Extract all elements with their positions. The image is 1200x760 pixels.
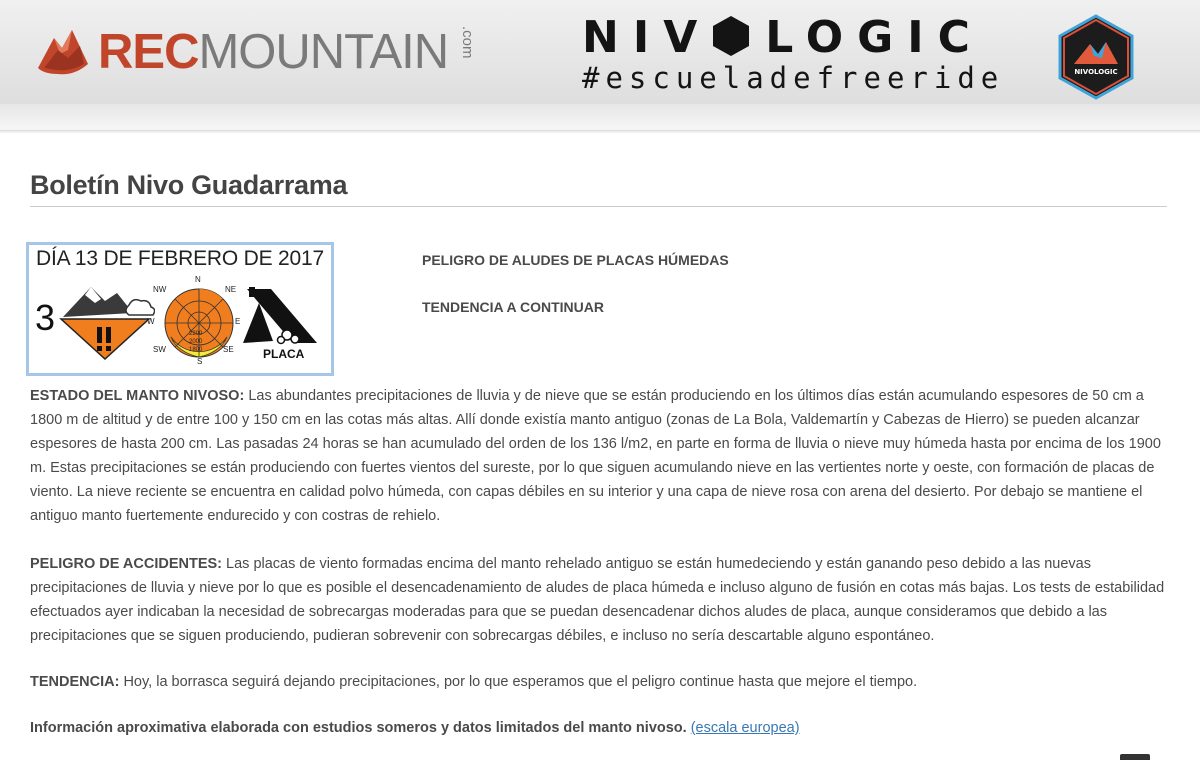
info-text: Información aproximativa elaborada con estudios someros y datos limitados del manto nivoso. [30, 720, 687, 736]
compass-nw: NW [153, 285, 167, 294]
compass-w: W [147, 317, 155, 326]
european-scale-link[interactable]: (escala europea) [690, 720, 800, 736]
mountain-logo-icon [34, 24, 92, 80]
accident-danger-text: Las placas de viento formadas encima del manto rehelado antiguo se están humedeciendo y están ganando peso debido a las nuevas precipitaciones de lluvia y nieve por lo que es posible el desencadenamiento de aludes de placa húmeda e incluso alguno de fusión en cotas más bajas. Los tests de estabilidad efectuados ayer indicaban la necesidad de sobrecargas moderadas para que se puedan desencadenar dichos aludes de placa, aunque consideramos que debido a las precipitaciones que se siguen produciendo, pudieran sobrevenir con sobrecargas débiles, e incluso no sería descartable alguno espontáneo. [30, 556, 1165, 644]
recmountain-com-suffix: .com [459, 26, 476, 59]
elevation-band-2000: 2000 [189, 339, 203, 345]
bulletin-image[interactable] [26, 242, 334, 376]
nivologic-title: NIV LOGIC [582, 12, 984, 63]
compass-s: S [197, 357, 203, 366]
elevation-band-1800: 1800 [189, 347, 203, 353]
recmountain-logo[interactable] [34, 22, 448, 82]
compass-n: N [195, 275, 201, 284]
title-divider [30, 206, 1167, 207]
nivologic-subtitle: #escueladefreeride [582, 61, 1005, 95]
trend-text: Hoy, la borrasca seguirá dejando precipitaciones, por lo que esperamos que el peligro continue hasta que mejore el tiempo. [119, 674, 918, 690]
nivologic-badge-icon[interactable] [1056, 14, 1136, 100]
snowpack-paragraph [30, 384, 1170, 528]
danger-level-number: 3 [35, 297, 56, 338]
page-title: Boletín Nivo Guadarrama [30, 170, 348, 200]
snowpack-label: ESTADO DEL MANTO NIVOSO: [30, 388, 245, 404]
corner-tab[interactable] [1120, 754, 1150, 760]
compass-ne: NE [225, 285, 237, 294]
header-divider [0, 131, 1200, 133]
avalanche-problem-label: PLACA [263, 347, 305, 361]
accident-danger-paragraph [30, 552, 1170, 648]
trend-heading: TENDENCIA A CONTINUAR [422, 299, 604, 315]
badge-label: NIVOLOGIC [1074, 68, 1118, 76]
elevation-band-2200: 2200 [189, 331, 203, 337]
danger-level-icon [55, 279, 155, 361]
compass-se: SE [223, 345, 234, 354]
snowpack-text: Las abundantes precipitaciones de lluvia y de nieve que se están produciendo en los últimos días están acumulando espesores de 50 cm a 1800 m de altitud y de entre 100 y 150 cm en las cotas más altas. Allí donde existía manto antiguo (zonas de La Bola, Valdemartín y Cabezas de Hierro) se pueden alcanzar espesores de hasta 200 cm. Las pasadas 24 horas se han acumulado del orden de los 136 l/m2, en parte en forma de lluvia o nieve muy húmeda hasta por encima de los 1900 m. Estas precipitaciones se están produciendo con fuertes vientos del sureste, por lo que siguen acumulando nieve en las vertientes norte y oeste, con formación de placas de viento. La nieve reciente se encuentra en calidad polvo húmeda, con capas débiles en su interior y una capa de nieve rosa con arena del desierto. Por debajo se mantiene el antiguo manto fuertemente endurecido y con costras de rehielo. [30, 388, 1161, 524]
compass-e: E [235, 317, 241, 326]
site-header [0, 0, 1200, 105]
bulletin-date: DÍA 13 DE FEBRERO DE 2017 [36, 247, 324, 270]
compass-sw: SW [153, 345, 166, 354]
info-paragraph [30, 716, 1170, 740]
header-band [0, 104, 1200, 131]
trend-paragraph [30, 670, 1170, 694]
recmountain-wordmark: RECMOUNTAIN [98, 24, 449, 79]
trend-label: TENDENCIA: [30, 674, 120, 690]
hexagon-icon [711, 14, 751, 58]
accident-danger-label: PELIGRO DE ACCIDENTES: [30, 556, 223, 572]
danger-type-heading: PELIGRO DE ALUDES DE PLACAS HÚMEDAS [422, 252, 729, 268]
